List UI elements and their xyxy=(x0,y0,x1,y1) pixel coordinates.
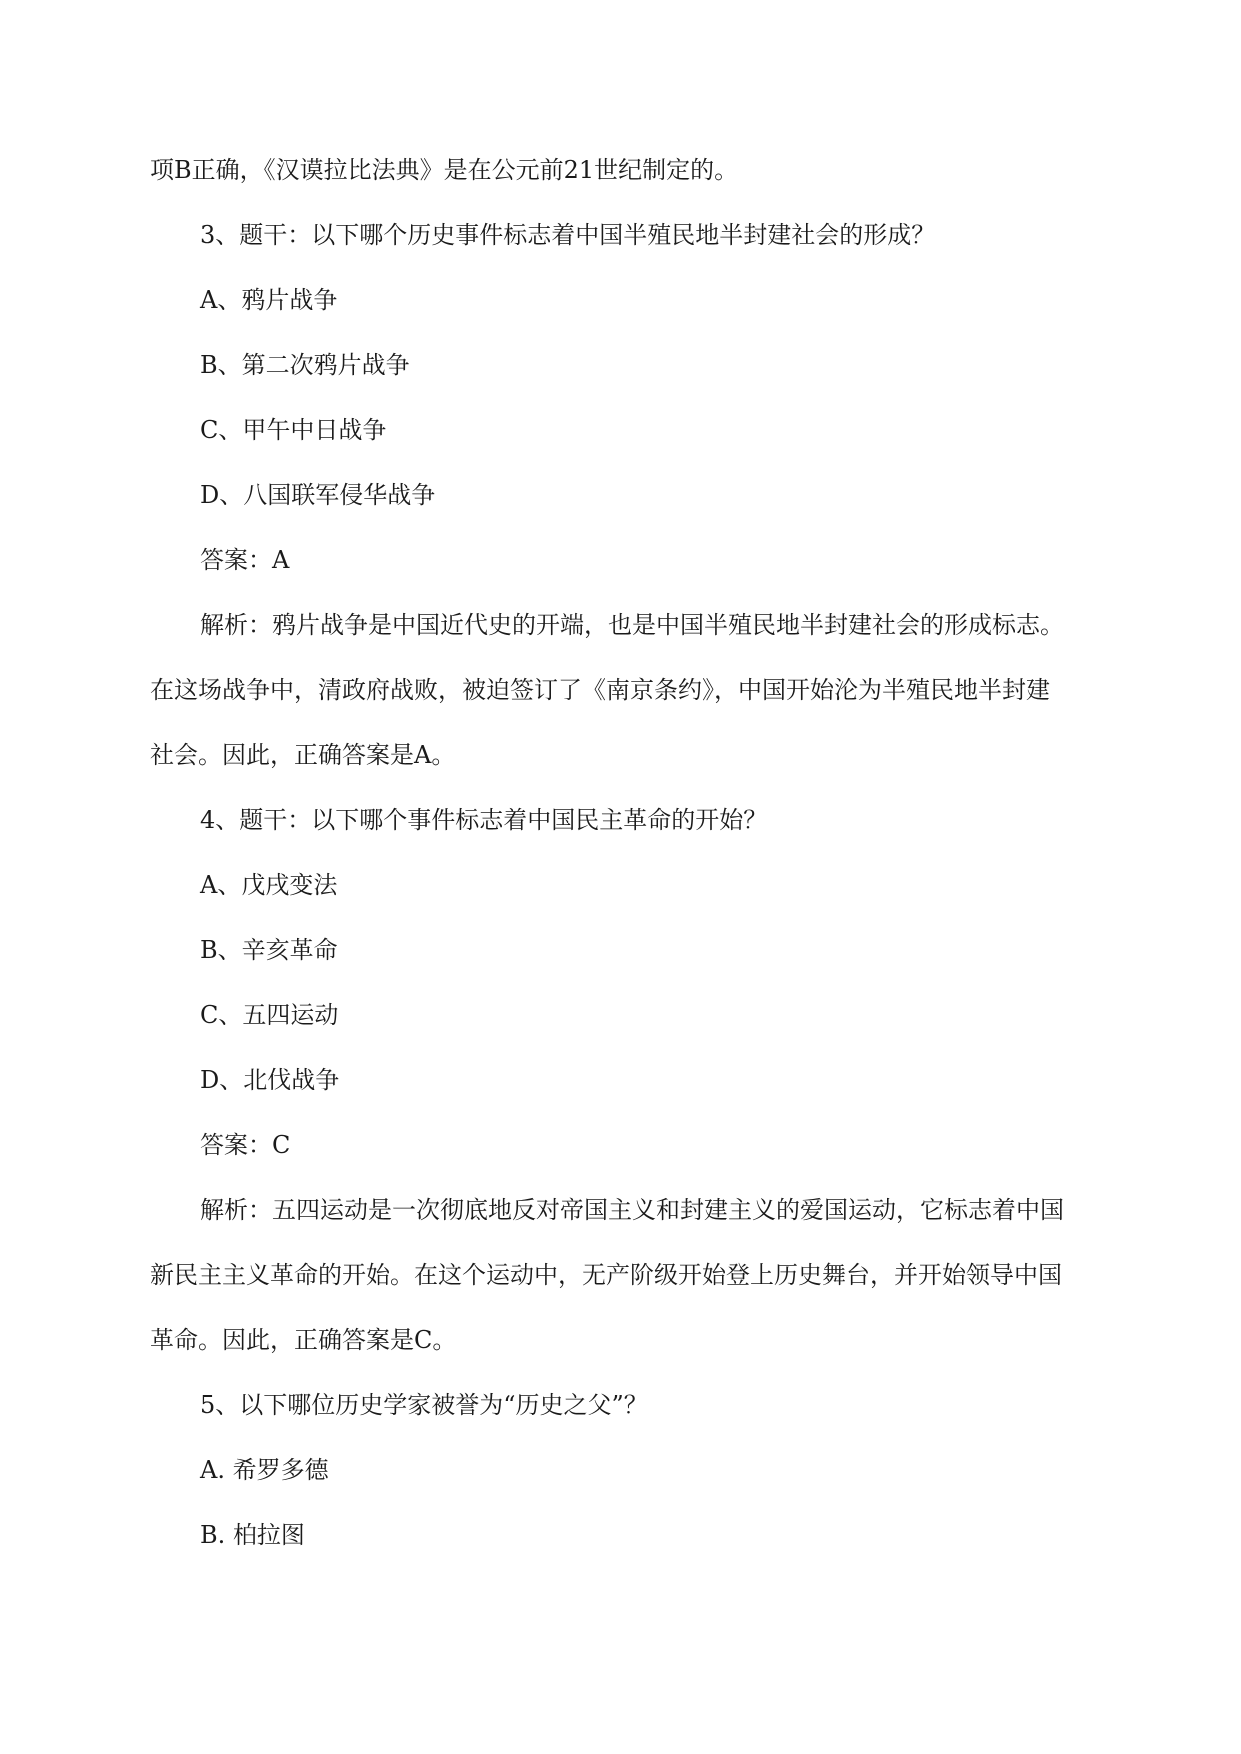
question-4-analysis-line-3: 革命。因此，正确答案是C。 xyxy=(150,1326,457,1354)
question-4-option-b: B、辛亥革命 xyxy=(200,936,338,964)
question-3-stem: 3、题干：以下哪个历史事件标志着中国半殖民地半封建社会的形成？ xyxy=(200,221,936,249)
question-5-option-a: A. 希罗多德 xyxy=(200,1456,329,1484)
question-3-answer: 答案：A xyxy=(200,546,290,574)
question-3-analysis-line-3: 社会。因此，正确答案是A。 xyxy=(150,741,456,769)
question-5-stem: 5、以下哪位历史学家被誉为“历史之父”？ xyxy=(200,1391,648,1419)
question-4-option-c: C、五四运动 xyxy=(200,1001,339,1029)
question-4-analysis-line-1: 解析：五四运动是一次彻底地反对帝国主义和封建主义的爱国运动，它标志着中国 xyxy=(200,1196,1064,1224)
question-4-analysis-line-2: 新民主主义革命的开始。在这个运动中，无产阶级开始登上历史舞台，并开始领导中国 xyxy=(150,1261,1062,1289)
question-4-answer: 答案：C xyxy=(200,1131,291,1159)
question-3-option-b: B、第二次鸦片战争 xyxy=(200,351,410,379)
document-page xyxy=(150,138,1100,1568)
question-3-analysis-line-2: 在这场战争中，清政府战败，被迫签订了《南京条约》，中国开始沦为半殖民地半封建 xyxy=(150,676,1050,704)
question-3-analysis-line-1: 解析：鸦片战争是中国近代史的开端，也是中国半殖民地半封建社会的形成标志。 xyxy=(200,611,1064,639)
question-3-option-a: A、鸦片战争 xyxy=(200,286,338,314)
question-4-stem: 4、题干：以下哪个事件标志着中国民主革命的开始？ xyxy=(200,806,768,834)
question-5-option-b: B. 柏拉图 xyxy=(200,1521,305,1549)
question-4-option-d: D、北伐战争 xyxy=(200,1066,340,1094)
question-4-option-a: A、戊戌变法 xyxy=(200,871,338,899)
question-3-option-c: C、甲午中日战争 xyxy=(200,416,387,444)
question-3-option-d: D、八国联军侵华战争 xyxy=(200,481,436,509)
intro-line: 项B正确，《汉谟拉比法典》是在公元前21世纪制定的。 xyxy=(150,156,739,184)
